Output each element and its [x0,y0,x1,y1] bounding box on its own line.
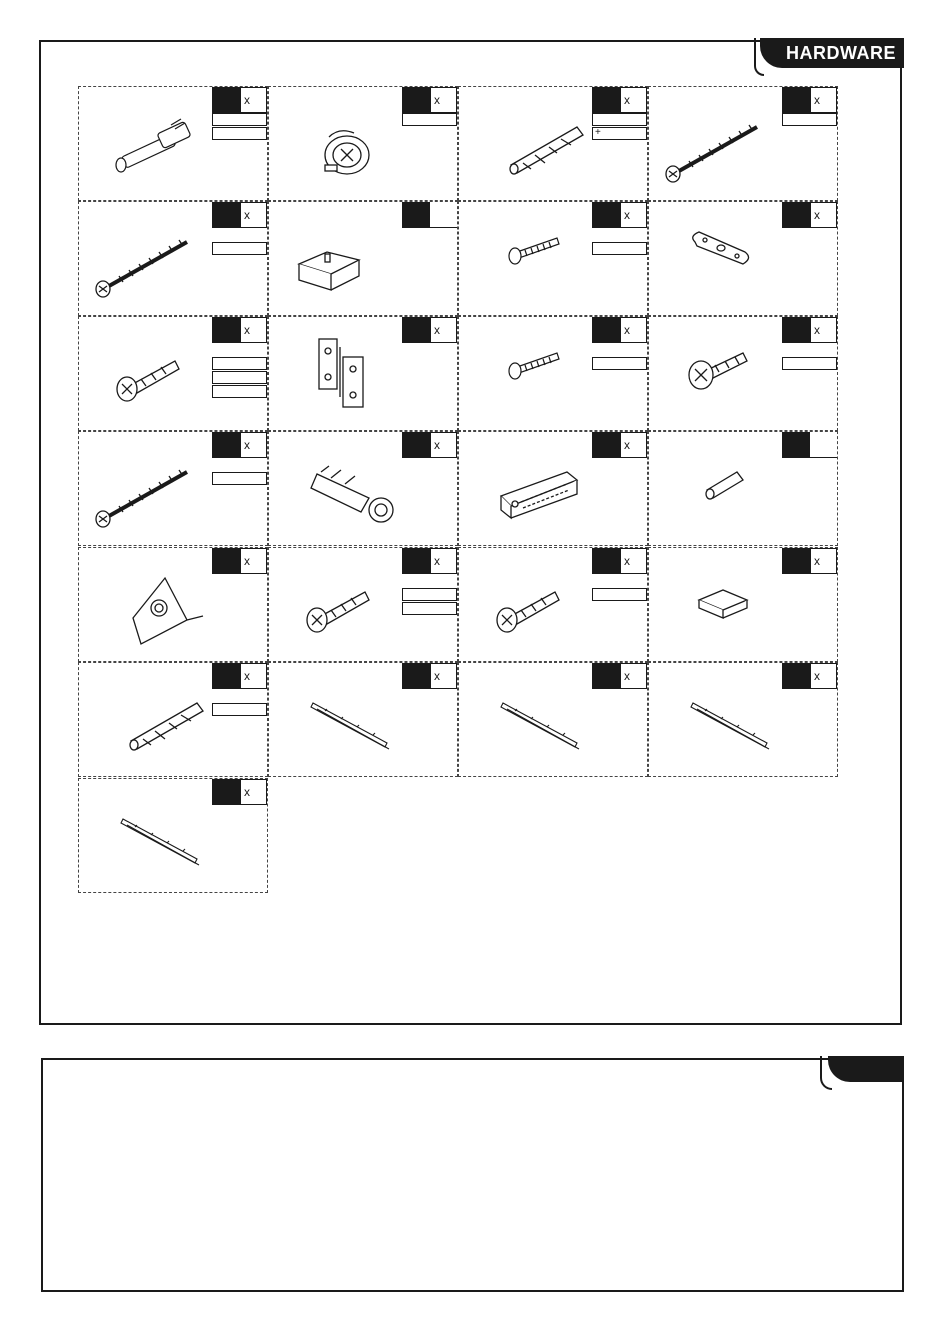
quantity-box: x [430,663,457,689]
hardware-item-cell [268,201,458,316]
part-code-box [212,779,240,805]
quantity-box: x [620,432,647,458]
quantity-sub-box [782,357,837,370]
hardware-item-cell [458,86,648,201]
hardware-item-cell [268,316,458,431]
quantity-box: x [240,548,267,574]
quantity-sub-box [212,385,267,398]
part-code-box [402,663,430,689]
quantity-box: x [810,548,837,574]
hardware-item-cell [78,778,268,893]
hardware-item-cell [78,662,268,777]
quantity-box: x [810,317,837,343]
part-code-box [402,317,430,343]
part-code-box [212,317,240,343]
quantity-box: x [240,432,267,458]
hardware-item-cell [78,547,268,662]
hardware-item-cell [268,431,458,546]
hardware-item-cell [458,662,648,777]
quantity-box: x [240,663,267,689]
part-code-box [592,317,620,343]
hardware-item-cell [78,86,268,201]
part-code-box [782,317,810,343]
hardware-item-cell [648,201,838,316]
quantity-box: x [620,202,647,228]
quantity-sub-box [592,357,647,370]
part-code-box [402,548,430,574]
quantity-box: x [620,87,647,113]
quantity-box [810,432,837,458]
hardware-item-cell [648,547,838,662]
part-code-box [592,548,620,574]
quantity-box: x [430,87,457,113]
hardware-item-cell [648,431,838,546]
quantity-box: x [620,548,647,574]
hardware-item-cell [458,547,648,662]
quantity-box [430,202,457,228]
quantity-box: x [430,548,457,574]
part-code-box [592,432,620,458]
quantity-box: x [240,779,267,805]
quantity-sub-box [212,113,267,126]
hardware-item-cell [648,86,838,201]
hardware-item-cell [78,316,268,431]
quantity-sub-box [212,472,267,485]
part-code-box [402,432,430,458]
quantity-sub-box [212,371,267,384]
quantity-sub-box: + [592,127,647,140]
quantity-box: x [430,317,457,343]
hardware-item-cell [78,201,268,316]
part-code-box [402,87,430,113]
part-code-box [212,432,240,458]
part-code-box [782,202,810,228]
part-code-box [592,87,620,113]
hardware-item-cell [78,431,268,546]
quantity-sub-box [402,588,457,601]
hardware-item-cell [268,86,458,201]
quantity-box: x [810,87,837,113]
quantity-box: x [430,432,457,458]
notes-panel [41,1058,904,1292]
quantity-sub-box [212,127,267,140]
quantity-sub-box [212,357,267,370]
part-code-box [212,87,240,113]
hardware-item-cell [458,201,648,316]
quantity-box: x [240,87,267,113]
quantity-box: x [810,202,837,228]
part-code-box [782,432,810,458]
quantity-box: x [810,663,837,689]
part-code-box [782,548,810,574]
part-code-box [592,202,620,228]
hardware-item-cell [458,431,648,546]
part-code-box [782,87,810,113]
part-code-box [212,202,240,228]
quantity-sub-box [592,242,647,255]
quantity-box: x [240,202,267,228]
quantity-sub-box [592,588,647,601]
part-code-box [782,663,810,689]
quantity-sub-box [212,703,267,716]
notes-tab [828,1056,904,1082]
quantity-sub-box [212,242,267,255]
part-code-box [402,202,430,228]
hardware-item-cell [648,316,838,431]
quantity-sub-box [402,602,457,615]
quantity-sub-box [402,113,457,126]
part-code-box [592,663,620,689]
part-code-box [212,663,240,689]
quantity-box: x [240,317,267,343]
hardware-tab-label: HARDWARE [786,43,896,63]
quantity-sub-box [592,113,647,126]
hardware-tab [760,38,904,68]
hardware-item-cell [458,316,648,431]
quantity-sub-box [782,113,837,126]
part-code-box [212,548,240,574]
hardware-item-cell [268,662,458,777]
quantity-box: x [620,663,647,689]
hardware-item-cell [268,547,458,662]
hardware-item-cell [648,662,838,777]
quantity-box: x [620,317,647,343]
